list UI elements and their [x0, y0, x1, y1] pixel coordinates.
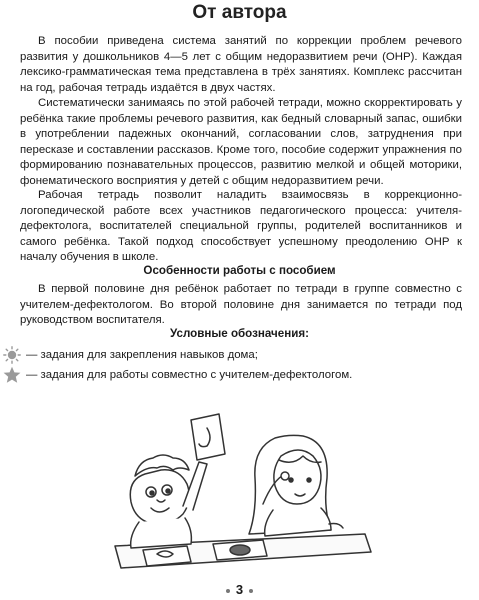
- section-title: Особенности работы с пособием: [143, 264, 336, 277]
- star-icon: [2, 366, 22, 384]
- paragraph-2: Систематически занимаясь по этой рабочей тетради, можно скорректировать у ребёнка такие проблемы речевого развития, как бедный словарный запас, ошибки в употреблении падежных окончаний, согласовании слов, затруднения при пересказе и составлении рассказов. Кроме того, пособие содержит упражнения по формированию познавательных процессов, развитию мелкой и общей моторики, фонематического восприятия у детей с общим недоразвитием речи.: [20, 97, 462, 187]
- section-paragraph: В первой половине дня ребёнок работает по тетради в группе совместно с учителем-дефектологом. Во второй половине дня занимается по тетради под руководством воспитателя.: [20, 283, 462, 326]
- legend-text-home: — задания для закрепления навыков дома;: [26, 349, 258, 361]
- legend-item-home: [2, 346, 258, 364]
- legend-item-teacher: [2, 366, 352, 384]
- sun-icon: [2, 346, 22, 364]
- legend-text-teacher: — задания для работы совместно с учителем-дефектологом.: [26, 369, 353, 381]
- paragraph-1: В пособии приведена система занятий по коррекции проблем речевого развития у дошкольников 4—5 лет с общим недоразвитием речи (ОНР). Каждая лексико-грамматическая тема представлена в трёх занятиях. Комплекс рассчитан на год, рабочая тетрадь издаётся в двух частях.: [20, 35, 462, 94]
- children-illustration: [95, 384, 385, 584]
- paragraph-3: Рабочая тетрадь позволит наладить взаимосвязь в коррекционно-логопедической работе всех участников педагогического процесса: учителя-дефектолога, воспитателей специальной группы, родителей воспитанников и самого ребёнка. Такой подход способствует успешному преодолению ОНР к началу обучения в школе.: [20, 189, 462, 263]
- legend-title: Условные обозначения:: [170, 327, 309, 340]
- page-number: [0, 582, 479, 597]
- page-title: От автора: [192, 2, 287, 23]
- page-number-value: 3: [235, 582, 244, 597]
- page-number-dot-left: [226, 589, 230, 593]
- page-number-dot-right: [249, 589, 253, 593]
